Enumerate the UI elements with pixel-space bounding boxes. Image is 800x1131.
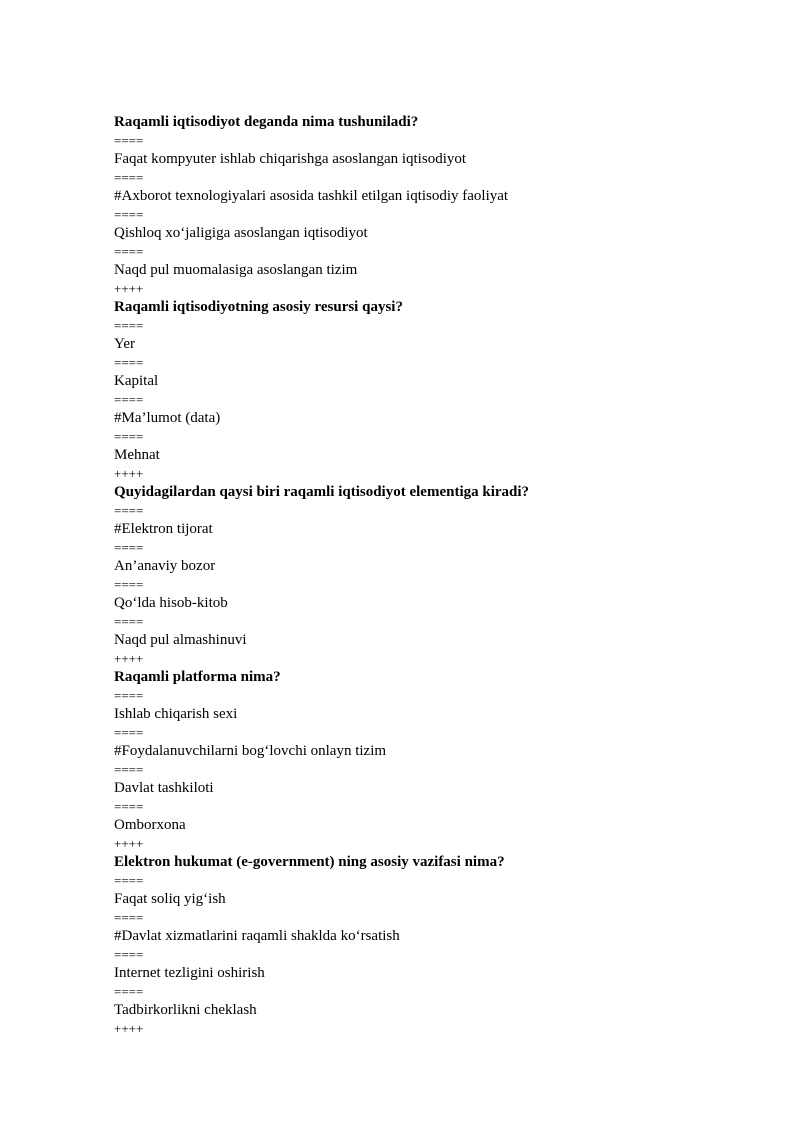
answer-option: Naqd pul muomalasiga asoslangan tizim xyxy=(114,262,358,278)
answer-option: Faqat kompyuter ishlab chiqarishga asoslangan iqtisodiyot xyxy=(114,151,467,167)
block-separator: ++++ xyxy=(114,835,144,851)
answer-option: Tadbirkorlikni cheklash xyxy=(114,1002,257,1018)
option-separator: ==== xyxy=(114,428,144,444)
option-separator: ==== xyxy=(114,132,144,148)
question-text: Quyidagilardan qaysi biri raqamli iqtisodiyot elementiga kiradi? xyxy=(114,484,530,500)
option-separator: ==== xyxy=(114,317,144,333)
option-separator: ==== xyxy=(114,946,144,962)
answer-option: Qo‘lda hisob-kitob xyxy=(114,595,228,611)
block-separator: ++++ xyxy=(114,650,144,666)
option-separator: ==== xyxy=(114,206,144,222)
question-block xyxy=(114,298,714,483)
block-separator: ++++ xyxy=(114,280,144,296)
option-separator: ==== xyxy=(114,354,144,370)
option-separator: ==== xyxy=(114,724,144,740)
question-block xyxy=(114,668,714,853)
answer-option: Qishloq xo‘jaligiga asoslangan iqtisodiyot xyxy=(114,225,368,241)
question-text: Raqamli iqtisodiyotning asosiy resursi qaysi? xyxy=(114,299,403,315)
option-separator: ==== xyxy=(114,539,144,555)
block-separator: ++++ xyxy=(114,465,144,481)
option-separator: ==== xyxy=(114,687,144,703)
answer-option: #Davlat xizmatlarini raqamli shaklda ko‘rsatish xyxy=(114,928,400,944)
question-text: Raqamli platforma nima? xyxy=(114,669,281,685)
question-block xyxy=(114,113,714,298)
answer-option: Internet tezligini oshirish xyxy=(114,965,265,981)
answer-option: #Axborot texnologiyalari asosida tashkil etilgan iqtisodiy faoliyat xyxy=(114,188,509,204)
option-separator: ==== xyxy=(114,391,144,407)
question-block xyxy=(114,483,714,668)
block-separator: ++++ xyxy=(114,1020,144,1036)
answer-option: Faqat soliq yig‘ish xyxy=(114,891,226,907)
answer-option: Mehnat xyxy=(114,447,160,463)
document-page xyxy=(114,113,714,1038)
answer-option: Davlat tashkiloti xyxy=(114,780,214,796)
option-separator: ==== xyxy=(114,761,144,777)
option-separator: ==== xyxy=(114,872,144,888)
answer-option: #Ma’lumot (data) xyxy=(114,410,221,426)
option-separator: ==== xyxy=(114,169,144,185)
answer-option: #Elektron tijorat xyxy=(114,521,213,537)
option-separator: ==== xyxy=(114,243,144,259)
option-separator: ==== xyxy=(114,909,144,925)
question-block xyxy=(114,853,714,1038)
option-separator: ==== xyxy=(114,983,144,999)
question-text: Raqamli iqtisodiyot deganda nima tushuniladi? xyxy=(114,114,419,130)
answer-option: Yer xyxy=(114,336,135,352)
answer-option: Naqd pul almashinuvi xyxy=(114,632,247,648)
option-separator: ==== xyxy=(114,502,144,518)
answer-option: Omborxona xyxy=(114,817,186,833)
option-separator: ==== xyxy=(114,613,144,629)
answer-option: #Foydalanuvchilarni bog‘lovchi onlayn tizim xyxy=(114,743,387,759)
option-separator: ==== xyxy=(114,576,144,592)
answer-option: An’anaviy bozor xyxy=(114,558,216,574)
answer-option: Kapital xyxy=(114,373,159,389)
answer-option: Ishlab chiqarish sexi xyxy=(114,706,238,722)
question-text: Elektron hukumat (e-government) ning asosiy vazifasi nima? xyxy=(114,854,505,870)
option-separator: ==== xyxy=(114,798,144,814)
